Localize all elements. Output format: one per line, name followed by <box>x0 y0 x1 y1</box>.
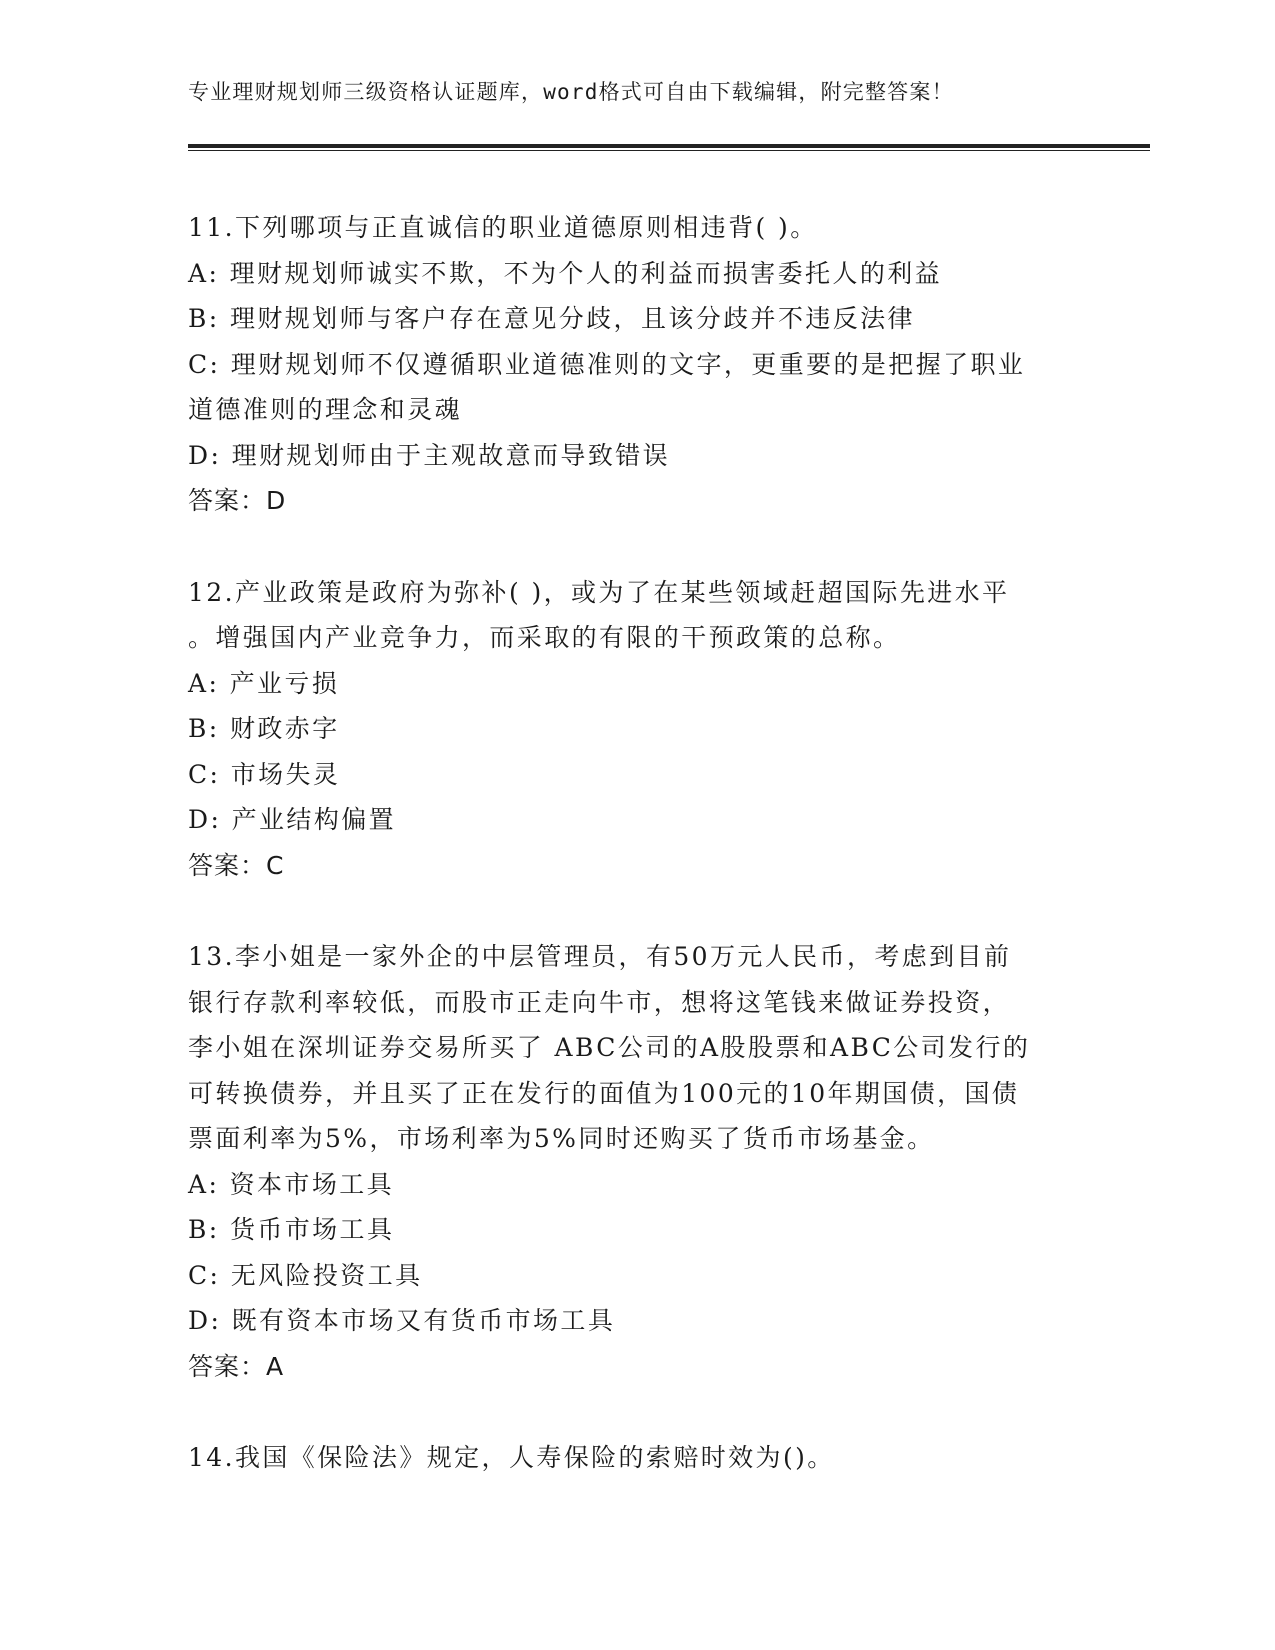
page-header: 专业理财规划师三级资格认证题库，word格式可自由下载编辑，附完整答案！ <box>188 80 954 104</box>
question-stem-continued: 可转换债券，并且买了正在发行的面值为100元的10年期国债，国债 <box>188 1078 1020 1108</box>
answer: 答案：C <box>188 850 285 880</box>
option-a: A: 资本市场工具 <box>188 1169 395 1199</box>
answer: 答案：D <box>188 486 287 515</box>
question-stem: 13.李小姐是一家外企的中层管理员，有50万元人民币，考虑到目前 <box>188 942 1012 971</box>
option-d: D: 既有资本市场又有货币市场工具 <box>188 1306 616 1335</box>
answer: 答案：A <box>188 1351 285 1381</box>
question-stem: 14.我国《保险法》规定，人寿保险的索赔时效为()。 <box>188 1443 835 1472</box>
question-stem: 11.下列哪项与正直诚信的职业道德原则相违背( )。 <box>188 213 818 242</box>
header-divider-thin <box>188 150 1150 151</box>
question-13 <box>188 934 1088 1389</box>
option-c: C: 理财规划师不仅遵循职业道德准则的文字，更重要的是把握了职业 <box>188 349 1026 379</box>
question-14 <box>188 1435 1088 1481</box>
option-d: D: 产业结构偏置 <box>188 805 397 834</box>
option-b: B: 财政赤字 <box>188 714 340 743</box>
option-c-continued: 道德准则的理念和灵魂 <box>188 395 463 424</box>
option-a: A: 产业亏损 <box>188 668 340 698</box>
option-a: A: 理财规划师诚实不欺，不为个人的利益而损害委托人的利益 <box>188 258 943 288</box>
question-stem-continued: 银行存款利率较低，而股市正走向牛市，想将这笔钱来做证券投资， <box>188 987 1011 1017</box>
question-11 <box>188 205 1088 524</box>
question-stem-continued: 李小姐在深圳证券交易所买了 ABC公司的A股股票和ABC公司发行的 <box>188 1033 1031 1062</box>
option-c: C: 市场失灵 <box>188 759 341 789</box>
option-b: B: 货币市场工具 <box>188 1215 395 1244</box>
question-stem: 12.产业政策是政府为弥补( )，或为了在某些领域赶超国际先进水平 <box>188 577 1010 607</box>
header-divider-thick <box>188 144 1150 148</box>
question-stem-continued: 票面利率为5%，市场利率为5%同时还购买了货币市场基金。 <box>188 1124 935 1153</box>
question-stem-continued: 。增强国内产业竞争力，而采取的有限的干预政策的总称。 <box>188 623 901 652</box>
option-d: D: 理财规划师由于主观故意而导致错误 <box>188 440 671 470</box>
question-list <box>188 205 1088 1527</box>
option-c: C: 无风险投资工具 <box>188 1260 423 1290</box>
question-12 <box>188 570 1088 889</box>
option-b: B: 理财规划师与客户存在意见分歧，且该分歧并不违反法律 <box>188 304 915 333</box>
